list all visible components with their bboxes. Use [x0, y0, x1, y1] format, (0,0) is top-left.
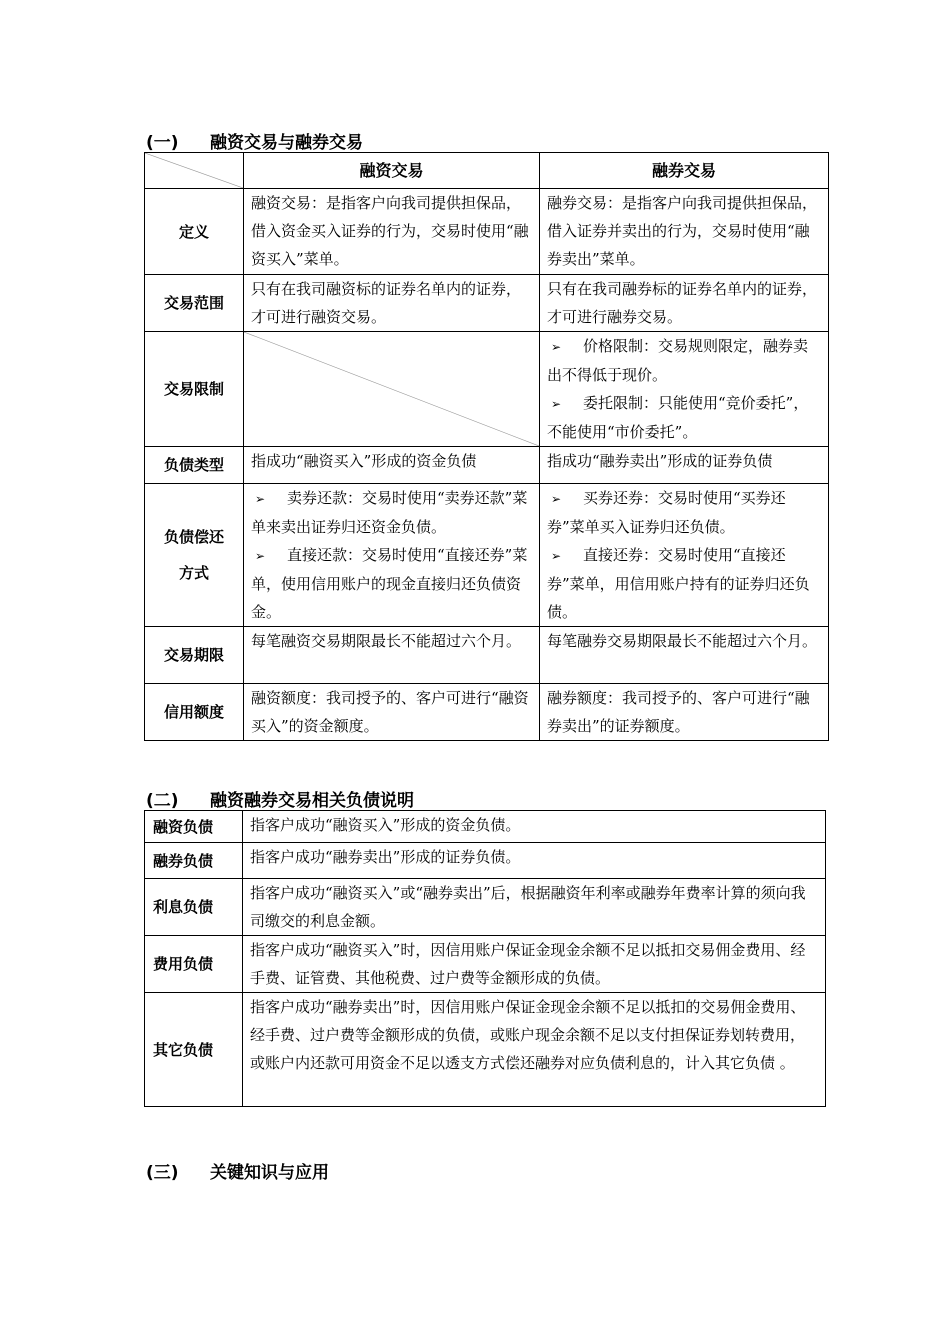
arrow-bullet-icon: ➢ — [551, 397, 562, 411]
table-row — [145, 993, 826, 1107]
bullet-text: 直接还券：交易时使用“直接还券”菜单，用信用账户持有的证券归还负债。 — [547, 546, 810, 621]
bullet-text: 买券还券：交易时使用“买券还券”菜单买入证券归还负债。 — [547, 489, 786, 536]
table-row — [145, 189, 829, 275]
table-row — [145, 879, 826, 936]
row-label: 利息负债 — [145, 879, 243, 936]
row-label: 其它负债 — [145, 993, 243, 1107]
bullet-item — [547, 332, 821, 389]
table-row — [145, 843, 826, 879]
bullet-item — [547, 484, 821, 541]
row-label: 费用负债 — [145, 936, 243, 993]
table-row — [145, 332, 829, 447]
row-label: 融资负债 — [145, 811, 243, 843]
row-label: 交易限制 — [145, 332, 244, 447]
margin-cell: 指成功“融资买入”形成的资金负债 — [244, 447, 540, 484]
row-label-line: 负债偿还 — [163, 528, 224, 546]
section-3-title — [146, 1158, 329, 1183]
table-row — [145, 936, 826, 993]
section-3-number: (三) — [146, 1163, 179, 1183]
short-cell — [540, 332, 829, 447]
table-row — [145, 684, 829, 741]
diagonal-line — [145, 153, 243, 188]
short-cell: 指成功“融券卖出”形成的证券负债 — [540, 447, 829, 484]
margin-cell — [244, 484, 540, 627]
section-3-heading: 关键知识与应用 — [210, 1163, 329, 1183]
row-label: 交易期限 — [145, 627, 244, 684]
arrow-bullet-icon: ➢ — [255, 492, 266, 506]
arrow-bullet-icon: ➢ — [551, 340, 562, 354]
arrow-bullet-icon: ➢ — [551, 549, 562, 563]
row-text: 指客户成功“融券卖出”时，因信用账户保证金现金余额不足以抵扣的交易佣金费用、经手费、过户费等金额形成的负债，或账户现金余额不足以支付担保证券划转费用，或账户内还款可用资金不足以透支方式偿还融券对应负债利息的，计入其它负债 。 — [243, 993, 826, 1107]
col-header-short: 融券交易 — [540, 153, 829, 189]
row-text: 指客户成功“融资买入”时，因信用账户保证金现金余额不足以抵扣交易佣金费用、经手费、证管费、其他税费、过户费等金额形成的负债。 — [243, 936, 826, 993]
bullet-text: 直接还款：交易时使用“直接还券”菜单，使用信用账户的现金直接归还负债资金。 — [251, 546, 528, 621]
bullet-item — [547, 389, 821, 446]
table-row — [145, 484, 829, 627]
section-2-title — [146, 786, 414, 811]
row-label: 信用额度 — [145, 684, 244, 741]
short-cell: 融券额度：我司授予的、客户可进行“融券卖出”的证券额度。 — [540, 684, 829, 741]
row-label: 定义 — [145, 189, 244, 275]
corner-cell — [145, 153, 244, 189]
bullet-text: 委托限制：只能使用“竞价委托”，不能使用“市价委托”。 — [547, 394, 809, 441]
row-text: 指客户成功“融券卖出”形成的证券负债。 — [243, 843, 826, 879]
table-row — [145, 447, 829, 484]
table-row — [145, 627, 829, 684]
margin-vs-short-table — [144, 152, 829, 741]
empty-margin-cell — [244, 332, 540, 447]
bullet-text: 价格限制：交易规则限定，融券卖出不得低于现价。 — [547, 337, 809, 384]
margin-cell: 融资额度：我司授予的、客户可进行“融资买入”的资金额度。 — [244, 684, 540, 741]
bullet-item — [251, 541, 532, 626]
bullet-text: 卖券还款：交易时使用“卖券还款”菜单来卖出证券归还资金负债。 — [251, 489, 528, 536]
section-1-title — [146, 128, 363, 153]
margin-cell: 只有在我司融资标的证券名单内的证券，才可进行融资交易。 — [244, 275, 540, 332]
row-label: 交易范围 — [145, 275, 244, 332]
margin-cell: 融资交易：是指客户向我司提供担保品，借入资金买入证券的行为，交易时使用“融资买入”菜单。 — [244, 189, 540, 275]
section-1-number: (一) — [146, 133, 179, 153]
margin-cell: 每笔融资交易期限最长不能超过六个月。 — [244, 627, 540, 684]
short-cell — [540, 484, 829, 627]
row-text: 指客户成功“融资买入”形成的资金负债。 — [243, 811, 826, 843]
arrow-bullet-icon: ➢ — [255, 549, 266, 563]
row-label: 融券负债 — [145, 843, 243, 879]
short-cell: 只有在我司融券标的证券名单内的证券，才可进行融券交易。 — [540, 275, 829, 332]
table-header-row — [145, 153, 829, 189]
short-cell: 每笔融券交易期限最长不能超过六个月。 — [540, 627, 829, 684]
arrow-bullet-icon: ➢ — [551, 492, 562, 506]
section-1-heading: 融资交易与融券交易 — [210, 133, 363, 153]
bullet-item — [547, 541, 821, 626]
diagonal-line — [244, 332, 539, 446]
bullet-item — [251, 484, 532, 541]
section-2-heading: 融资融券交易相关负债说明 — [210, 791, 414, 811]
col-header-margin: 融资交易 — [244, 153, 540, 189]
row-label: 负债类型 — [145, 447, 244, 484]
liability-table — [144, 810, 826, 1107]
section-2-number: (二) — [146, 791, 179, 811]
row-label — [145, 484, 244, 627]
row-text: 指客户成功“融资买入”或“融券卖出”后，根据融资年利率或融券年费率计算的须向我司缴交的利息金额。 — [243, 879, 826, 936]
row-label-line: 方式 — [178, 564, 209, 582]
table-row — [145, 275, 829, 332]
table-row — [145, 811, 826, 843]
short-cell: 融券交易：是指客户向我司提供担保品，借入证券并卖出的行为，交易时使用“融券卖出”菜单。 — [540, 189, 829, 275]
